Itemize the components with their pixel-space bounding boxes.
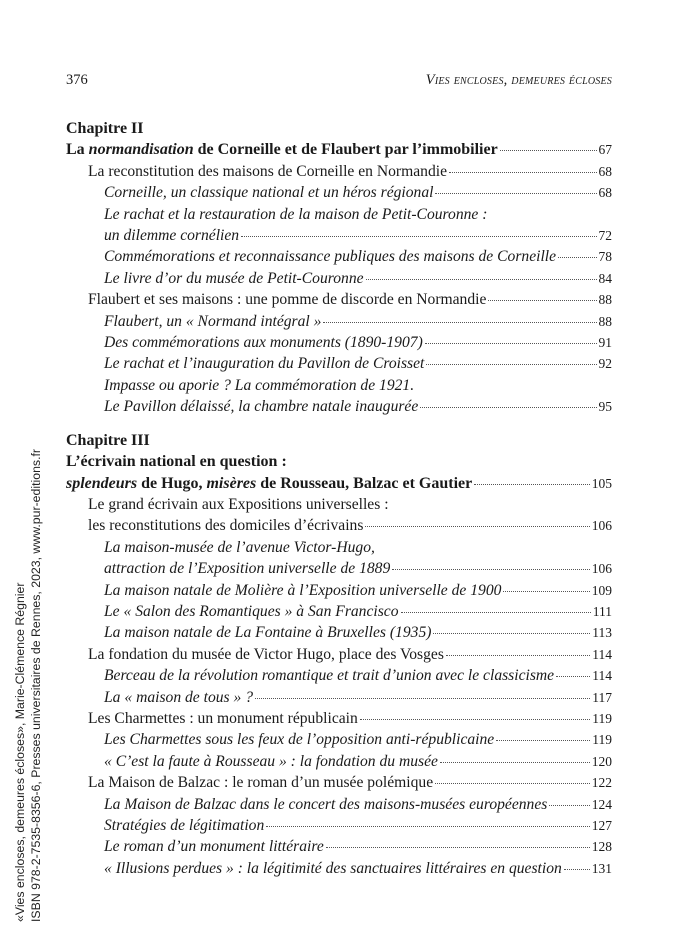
title-segment: La maison natale de La Fontaine à Bruxelles (1935): [104, 624, 432, 642]
toc-entry[interactable]: [66, 311, 612, 332]
page-ref[interactable]: 95: [598, 399, 612, 415]
toc-entry-line: [66, 665, 612, 686]
entry-title: [104, 182, 433, 203]
toc-entry-line: [66, 537, 612, 558]
running-header: [66, 72, 612, 89]
leader-dots: [449, 172, 597, 173]
title-segment: Commémorations et reconnaissance publiques des maisons de Corneille: [104, 248, 557, 266]
page-number: 376: [66, 72, 88, 88]
toc-entry-line: [66, 139, 612, 160]
toc-entry-line: [66, 494, 612, 515]
entry-title: [104, 687, 253, 708]
toc-entry[interactable]: [66, 580, 612, 601]
toc-entry-line: [66, 815, 612, 836]
title-segment: misères: [206, 474, 257, 492]
entry-title: [104, 794, 547, 815]
toc-entry[interactable]: [66, 451, 612, 494]
toc-entry-line: [66, 858, 612, 879]
toc-entry[interactable]: [66, 537, 612, 580]
toc-entry[interactable]: [66, 601, 612, 622]
toc-entry[interactable]: [66, 858, 612, 879]
page-ref[interactable]: 67: [598, 142, 612, 158]
page-ref[interactable]: 105: [591, 475, 612, 491]
copyright-sidebar: [12, 422, 44, 922]
leader-dots: [433, 633, 590, 634]
toc-entry-line: [66, 204, 612, 225]
leader-dots: [474, 484, 590, 485]
title-segment: La maison-musée de l’avenue Victor-Hugo,: [104, 538, 375, 556]
title-segment: « Illusions perdues » : la légitimité des sanctuaires littéraires en question: [104, 859, 562, 877]
page-ref[interactable]: 72: [598, 228, 612, 244]
toc-entry[interactable]: [66, 751, 612, 772]
toc-entry-line: [66, 558, 612, 579]
toc-entry[interactable]: [66, 622, 612, 643]
title-segment: Impasse ou aporie ? La commémoration de 1921.: [104, 376, 415, 394]
title-segment: les reconstitutions des domiciles d’écrivains: [88, 517, 364, 535]
page-ref[interactable]: 114: [592, 668, 612, 684]
page-ref[interactable]: 92: [598, 356, 612, 372]
entry-title: [104, 815, 264, 836]
entry-title: [104, 751, 438, 772]
page-ref[interactable]: 84: [598, 270, 612, 286]
title-segment: attraction de l’Exposition universelle de 1889: [104, 560, 391, 578]
leader-dots: [241, 236, 596, 237]
entry-title: [104, 353, 424, 374]
entry-title: [104, 729, 494, 750]
entry-title: [104, 558, 390, 579]
leader-dots: [435, 783, 590, 784]
toc-entry-line: [66, 332, 612, 353]
title-segment: La reconstitution des maisons de Corneille en Normandie: [88, 162, 447, 180]
toc-entry-line: [66, 687, 612, 708]
toc-entry-line: [66, 451, 612, 472]
entry-title: [66, 139, 498, 160]
title-segment: Le livre d’or du musée de Petit-Couronne: [104, 269, 364, 287]
page-ref[interactable]: 68: [598, 185, 612, 201]
toc-entry-line: [66, 708, 612, 729]
leader-dots: [326, 847, 590, 848]
leader-dots: [556, 676, 590, 677]
page-ref[interactable]: 128: [591, 839, 612, 855]
page-ref[interactable]: 119: [592, 732, 612, 748]
leader-dots: [488, 300, 596, 301]
toc-entry[interactable]: [66, 494, 612, 537]
toc-entry-line: [66, 580, 612, 601]
entry-title: [104, 601, 399, 622]
toc-entry-line: [66, 515, 612, 536]
title-segment: Stratégies de légitimation: [104, 817, 265, 834]
page-ref[interactable]: 119: [592, 710, 612, 726]
toc-entry-line: [66, 601, 612, 622]
title-segment: Les Charmettes sous les feux de l’opposition anti-républicaine: [104, 731, 495, 749]
page-ref[interactable]: 131: [591, 860, 612, 876]
title-segment: Flaubert, un « Normand intégral »: [104, 312, 322, 330]
leader-dots: [564, 869, 590, 870]
toc-entry-line: [66, 225, 612, 246]
toc-entry-line: [66, 751, 612, 772]
entry-title: [66, 451, 287, 472]
entry-title: [66, 473, 472, 494]
leader-dots: [323, 322, 596, 323]
page-ref[interactable]: 120: [591, 753, 612, 769]
toc-entry[interactable]: [66, 729, 612, 750]
title-segment: Le « Salon des Romantiques » à San Francisco: [104, 602, 399, 620]
leader-dots: [435, 193, 596, 194]
toc-entry[interactable]: [66, 687, 612, 708]
leader-dots: [420, 407, 596, 408]
title-segment: La maison natale de Molière à l’Exposition universelle de 1900: [104, 581, 502, 599]
entry-title: [104, 225, 239, 246]
toc-entry-line: [66, 729, 612, 750]
toc-entry-line: [66, 268, 612, 289]
entry-title: [88, 708, 358, 729]
toc-entry[interactable]: [66, 644, 612, 665]
toc-entry-line: [66, 353, 612, 374]
page-ref[interactable]: 114: [592, 646, 612, 662]
title-segment: Corneille, un classique national et un héros régional: [104, 184, 434, 202]
toc-entry[interactable]: [66, 815, 612, 836]
toc-entry[interactable]: [66, 289, 612, 310]
toc-entry[interactable]: [66, 268, 612, 289]
page-ref[interactable]: 109: [591, 582, 612, 598]
title-segment: Des commémorations aux monuments (1890-1907): [104, 334, 423, 352]
entry-title: [104, 204, 487, 225]
leader-dots: [360, 719, 590, 720]
page-ref[interactable]: 113: [592, 625, 612, 641]
leader-dots: [392, 569, 589, 570]
entry-title: [104, 665, 554, 686]
title-segment: normandisation: [88, 141, 194, 159]
toc-entry[interactable]: [66, 794, 612, 815]
toc-entry[interactable]: [66, 375, 612, 418]
title-segment: Le roman d’un monument littéraire: [104, 838, 324, 856]
leader-dots: [503, 591, 589, 592]
running-title: Vies encloses, demeures écloses: [425, 72, 612, 88]
leader-dots: [366, 279, 597, 280]
toc-entry[interactable]: [66, 204, 612, 247]
toc-entry[interactable]: [66, 772, 612, 793]
toc-entry-line: [66, 375, 612, 396]
entry-title: [104, 836, 324, 857]
toc-entry[interactable]: [66, 161, 612, 182]
leader-dots: [426, 364, 596, 365]
toc-entry-line: [66, 794, 612, 815]
leader-dots: [401, 612, 591, 613]
toc-entry-line: [66, 311, 612, 332]
title-segment: Berceau de la révolution romantique et trait d’union avec le classicisme: [104, 667, 555, 685]
title-segment: La « maison de tous » ?: [104, 688, 254, 706]
title-segment: Le rachat et l’inauguration du Pavillon de Croisset: [104, 355, 425, 373]
title-segment: un dilemme cornélien: [104, 227, 240, 245]
entry-title: [104, 622, 431, 643]
entry-title: [88, 161, 447, 182]
entry-title: [104, 268, 364, 289]
toc-entry[interactable]: [66, 353, 612, 374]
entry-title: [104, 858, 562, 879]
title-segment: Le grand écrivain aux Expositions universelles :: [88, 495, 389, 513]
table-of-contents: [66, 118, 612, 879]
toc-entry-line: [66, 246, 612, 267]
title-segment: splendeurs: [66, 474, 138, 492]
title-segment: de Corneille et de Flaubert par l’immobilier: [193, 141, 498, 159]
page-ref[interactable]: 117: [592, 689, 612, 705]
leader-dots: [549, 805, 589, 806]
page-ref[interactable]: 127: [591, 818, 612, 833]
page-ref[interactable]: 88: [598, 292, 612, 308]
toc-entry[interactable]: [66, 332, 612, 353]
page-ref[interactable]: 122: [591, 775, 612, 791]
page-ref[interactable]: 68: [598, 163, 612, 179]
entry-title: [104, 375, 414, 396]
title-segment: La: [66, 141, 89, 159]
entry-title: [104, 580, 501, 601]
entry-title: [104, 246, 556, 267]
leader-dots: [425, 343, 597, 344]
toc-entry[interactable]: [66, 182, 612, 203]
sidebar-line-1: «Vies encloses, demeures écloses», Marie-Clémence Régnier: [13, 582, 27, 922]
toc-entry[interactable]: [66, 665, 612, 686]
toc-entry-line: [66, 289, 612, 310]
chapter-label: Chapitre II: [66, 120, 144, 137]
entry-title: [88, 772, 433, 793]
toc-entry[interactable]: [66, 246, 612, 267]
page-ref[interactable]: 124: [591, 796, 612, 812]
leader-dots: [440, 762, 590, 763]
entry-title: [104, 396, 418, 417]
page-ref[interactable]: 91: [598, 335, 612, 351]
leader-dots: [365, 526, 589, 527]
title-segment: Le rachat et la restauration de la maison de Petit-Couronne :: [104, 205, 488, 223]
entry-title: [88, 644, 444, 665]
page-ref[interactable]: 106: [591, 518, 612, 534]
page-ref[interactable]: 111: [592, 603, 612, 619]
title-segment: de Rousseau, Balzac et Gautier: [256, 474, 473, 492]
leader-dots: [496, 740, 590, 741]
toc-entry-line: [66, 473, 612, 494]
toc-entry-line: [66, 622, 612, 643]
toc-entry-line: [66, 396, 612, 417]
title-segment: La fondation du musée de Victor Hugo, place des Vosges: [88, 645, 444, 663]
title-segment: L’écrivain national en question :: [66, 453, 287, 471]
page-ref[interactable]: 78: [598, 249, 612, 265]
entry-title: [104, 537, 375, 558]
toc-entry[interactable]: [66, 708, 612, 729]
leader-dots: [558, 257, 596, 258]
toc-entry-line: [66, 161, 612, 182]
toc-entry-line: [66, 182, 612, 203]
leader-dots: [255, 698, 590, 699]
title-segment: Les Charmettes : un monument républicain: [88, 709, 358, 727]
page-ref[interactable]: 106: [591, 561, 612, 577]
sidebar-line-2: ISBN 978-2-7535-8356-6, Presses universitaires de Rennes, 2023, www.pur-editions.fr: [29, 449, 43, 922]
title-segment: Le Pavillon délaissé, la chambre natale inaugurée: [104, 398, 419, 416]
entry-title: [88, 289, 486, 310]
entry-title: [104, 332, 423, 353]
toc-entry-line: [66, 772, 612, 793]
page-ref[interactable]: 88: [598, 313, 612, 329]
title-segment: Flaubert et ses maisons : une pomme de discorde en Normandie: [88, 291, 487, 309]
toc-entry[interactable]: [66, 836, 612, 857]
toc-entry-line: [66, 836, 612, 857]
entry-title: [88, 494, 389, 515]
chapter-label: Chapitre III: [66, 431, 150, 449]
title-segment: « C’est la faute à Rousseau » : la fondation du musée: [104, 752, 438, 770]
toc-entry-line: [66, 644, 612, 665]
leader-dots: [500, 150, 597, 151]
toc-entry[interactable]: [66, 139, 612, 160]
leader-dots: [266, 826, 590, 827]
title-segment: La Maison de Balzac dans le concert des maisons-musées européennes: [104, 795, 548, 813]
entry-title: [104, 311, 321, 332]
entry-title: [88, 515, 363, 536]
leader-dots: [446, 655, 590, 656]
title-segment: de Hugo,: [137, 474, 207, 492]
title-segment: La Maison de Balzac : le roman d’un musée polémique: [88, 774, 434, 792]
